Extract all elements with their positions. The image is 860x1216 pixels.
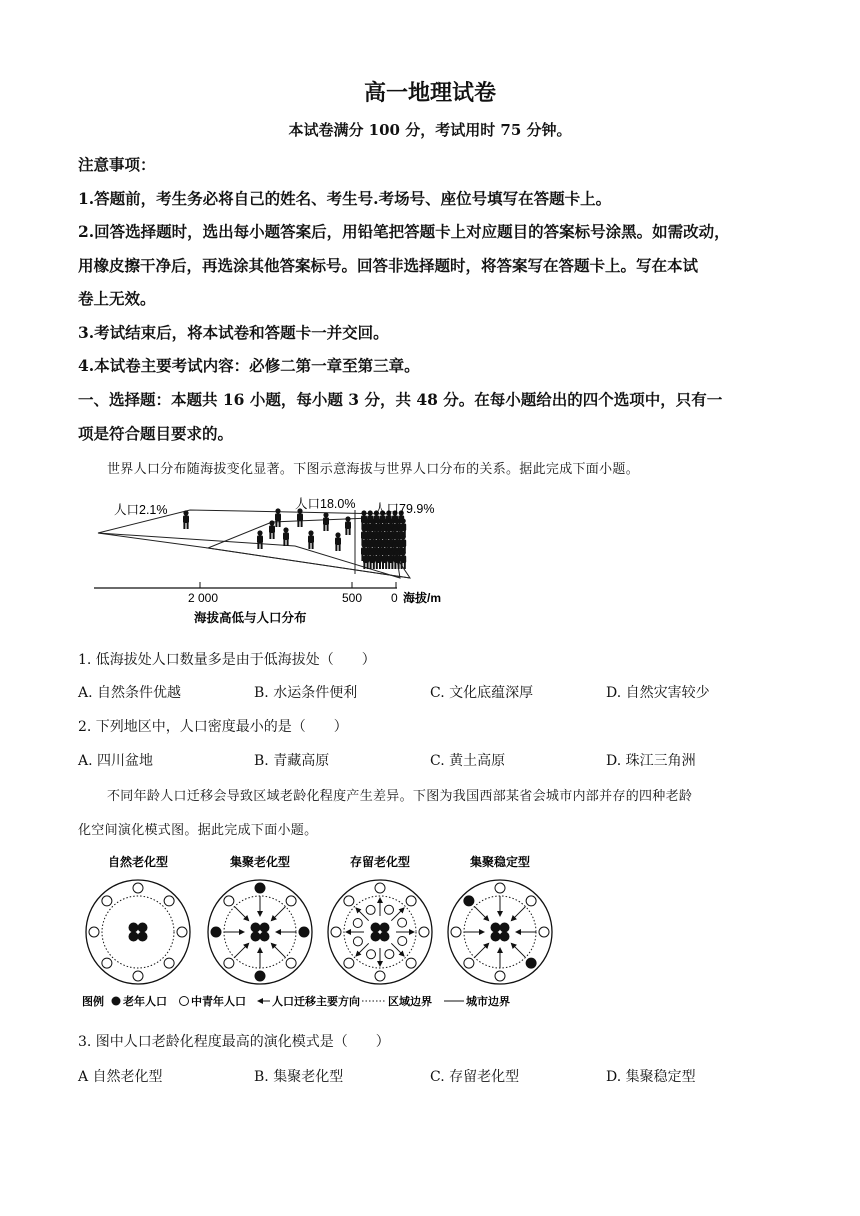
young-population-dot	[406, 958, 416, 968]
young-population-dot	[366, 905, 375, 914]
q1-option-b[interactable]: B. 水运条件便利	[254, 685, 358, 701]
person-icon	[183, 510, 189, 529]
migration-arrow	[271, 907, 285, 921]
young-population-dot	[344, 958, 354, 968]
note-line: 用橡皮擦干净后，再选涂其他答案标号。回答非选择题时，将答案写在答题卡上。写在本试	[78, 256, 699, 275]
question-1: 1. 低海拔处人口数量多是由于低海拔处（ ）	[78, 652, 376, 668]
q1-option-a[interactable]: A. 自然条件优越	[78, 685, 182, 701]
old-population-dot	[251, 932, 261, 942]
model-title: 自然老化型	[107, 855, 169, 869]
old-population-dot	[138, 932, 148, 942]
young-population-dot	[102, 958, 112, 968]
young-population-dot	[419, 927, 429, 937]
young-population-dot	[385, 950, 394, 959]
young-population-dot	[89, 927, 99, 937]
question-2: 2. 下列地区中，人口密度最小的是（ ）	[78, 719, 348, 735]
legend-arrow: 人口迁移主要方向	[272, 996, 360, 1008]
old-population-dot	[380, 932, 390, 942]
tick-label: 0	[391, 591, 398, 605]
exam-info: 本试卷满分 100 分，考试用时 75 分钟。	[288, 121, 572, 139]
migration-arrow	[475, 907, 489, 921]
q3-option-a[interactable]: A 自然老化型	[78, 1069, 163, 1085]
old-population-dot	[500, 932, 510, 942]
young-population-dot	[224, 958, 234, 968]
q2-option-d[interactable]: D. 珠江三角洲	[606, 753, 696, 769]
notes-heading: 注意事项：	[78, 155, 156, 174]
old-population-dot	[138, 923, 148, 933]
tick-label: 2 000	[188, 591, 219, 605]
altitude-population-figure	[90, 488, 470, 633]
young-population-dot	[526, 896, 536, 906]
note-line: 1.答题前，考生务必将自己的姓名、考生号.考场号、座位号填写在答题卡上。	[78, 189, 612, 208]
section-heading: 项是符合题目要求的。	[78, 424, 234, 443]
label-low: 人口79.9%	[374, 502, 435, 516]
aging-models-figure	[80, 850, 560, 1015]
migration-arrow	[475, 943, 489, 957]
young-population-dot	[133, 971, 143, 981]
old-population-dot	[129, 923, 139, 933]
label-mid: 人口18.0%	[295, 497, 356, 511]
note-line: 3.考试结束后，将本试卷和答题卡一并交回。	[78, 323, 389, 342]
section-heading: 一、选择题：本题共 16 小题，每小题 3 分，共 48 分。在每小题给出的四个选项中，只有一	[78, 390, 723, 409]
q2-option-b[interactable]: B. 青藏高原	[254, 753, 330, 769]
young-population-symbol	[180, 997, 189, 1006]
note-line: 4.本试卷主要考试内容：必修二第一章至第三章。	[78, 356, 420, 375]
legend-city: 城市边界	[466, 996, 510, 1008]
figure-caption: 海拔高低与人口分布	[194, 611, 307, 625]
young-population-dot	[384, 905, 393, 914]
legend-young: 中青年人口	[191, 996, 246, 1008]
old-population-dot	[255, 883, 265, 893]
tick-label: 500	[342, 591, 363, 605]
model-title: 集聚稳定型	[469, 855, 531, 869]
q2-option-c[interactable]: C. 黄土高原	[430, 753, 506, 769]
young-population-dot	[464, 958, 474, 968]
old-population-dot	[211, 927, 221, 937]
young-population-dot	[177, 927, 187, 937]
young-population-dot	[224, 896, 234, 906]
legend-label: 图例	[82, 996, 104, 1008]
young-population-dot	[367, 950, 376, 959]
young-population-dot	[375, 971, 385, 981]
aging-model-diagram	[448, 880, 552, 984]
young-population-dot	[495, 883, 505, 893]
old-population-dot	[491, 923, 501, 933]
old-population-dot	[500, 923, 510, 933]
young-population-dot	[102, 896, 112, 906]
aging-model-diagram	[208, 880, 312, 984]
q1-option-d[interactable]: D. 自然灾害较少	[606, 685, 710, 701]
axis-label: 海拔/m	[403, 591, 442, 605]
model-title: 存留老化型	[349, 855, 411, 869]
migration-arrow	[271, 943, 285, 957]
legend-region: 区域边界	[388, 996, 432, 1008]
migration-arrow	[235, 943, 249, 957]
young-population-dot	[375, 883, 385, 893]
aging-model-diagram	[86, 880, 190, 984]
old-population-dot	[255, 971, 265, 981]
young-population-dot	[451, 927, 461, 937]
migration-arrow	[235, 907, 249, 921]
q3-option-d[interactable]: D. 集聚稳定型	[606, 1069, 696, 1085]
young-population-dot	[398, 918, 407, 927]
old-population-dot	[251, 923, 261, 933]
region-boundary	[102, 896, 174, 968]
question-3: 3. 图中人口老龄化程度最高的演化模式是（ ）	[78, 1034, 390, 1050]
label-high: 人口2.1%	[114, 503, 168, 517]
question-intro: 不同年龄人口迁移会导致区域老龄化程度产生差异。下图为我国西部某省会城市内部并存的四种老龄	[107, 789, 693, 804]
young-population-dot	[133, 883, 143, 893]
old-population-dot	[299, 927, 309, 937]
note-line: 2.回答选择题时，选出每小题答案后，用铅笔把答题卡上对应题目的答案标号涂黑。如需改动，	[78, 222, 730, 241]
model-title: 集聚老化型	[229, 855, 291, 869]
old-population-dot	[464, 896, 474, 906]
old-population-dot	[129, 932, 139, 942]
migration-arrow	[511, 907, 525, 921]
old-population-dot	[260, 932, 270, 942]
young-population-dot	[344, 896, 354, 906]
old-population-dot	[491, 932, 501, 942]
q1-option-c[interactable]: C. 文化底蕴深厚	[430, 685, 534, 701]
page-title: 高一地理试卷	[363, 80, 496, 106]
question-intro: 化空间演化模式图。据此完成下面小题。	[78, 823, 318, 838]
young-population-dot	[164, 958, 174, 968]
legend-old: 老年人口	[123, 996, 167, 1008]
question-intro: 世界人口分布随海拔变化显著。下图示意海拔与世界人口分布的关系。据此完成下面小题。	[107, 462, 640, 477]
old-population-dot	[260, 923, 270, 933]
old-population-dot	[371, 923, 381, 933]
young-population-dot	[353, 919, 362, 928]
old-population-dot	[526, 958, 536, 968]
people-low-crowd	[361, 510, 406, 569]
old-population-symbol	[112, 997, 121, 1006]
young-population-dot	[164, 896, 174, 906]
old-population-dot	[371, 932, 381, 942]
young-population-dot	[406, 896, 416, 906]
q2-option-a[interactable]: A. 四川盆地	[78, 753, 154, 769]
young-population-dot	[353, 937, 362, 946]
young-population-dot	[286, 958, 296, 968]
young-population-dot	[286, 896, 296, 906]
young-population-dot	[495, 971, 505, 981]
aging-model-diagram	[328, 880, 432, 984]
note-line: 卷上无效。	[78, 289, 156, 308]
figure-legend	[82, 994, 510, 1008]
q3-option-b[interactable]: B. 集聚老化型	[254, 1069, 344, 1085]
migration-arrow	[511, 943, 525, 957]
young-population-dot	[398, 936, 407, 945]
young-population-dot	[331, 927, 341, 937]
old-population-dot	[380, 923, 390, 933]
young-population-dot	[539, 927, 549, 937]
q3-option-c[interactable]: C. 存留老化型	[430, 1069, 520, 1085]
